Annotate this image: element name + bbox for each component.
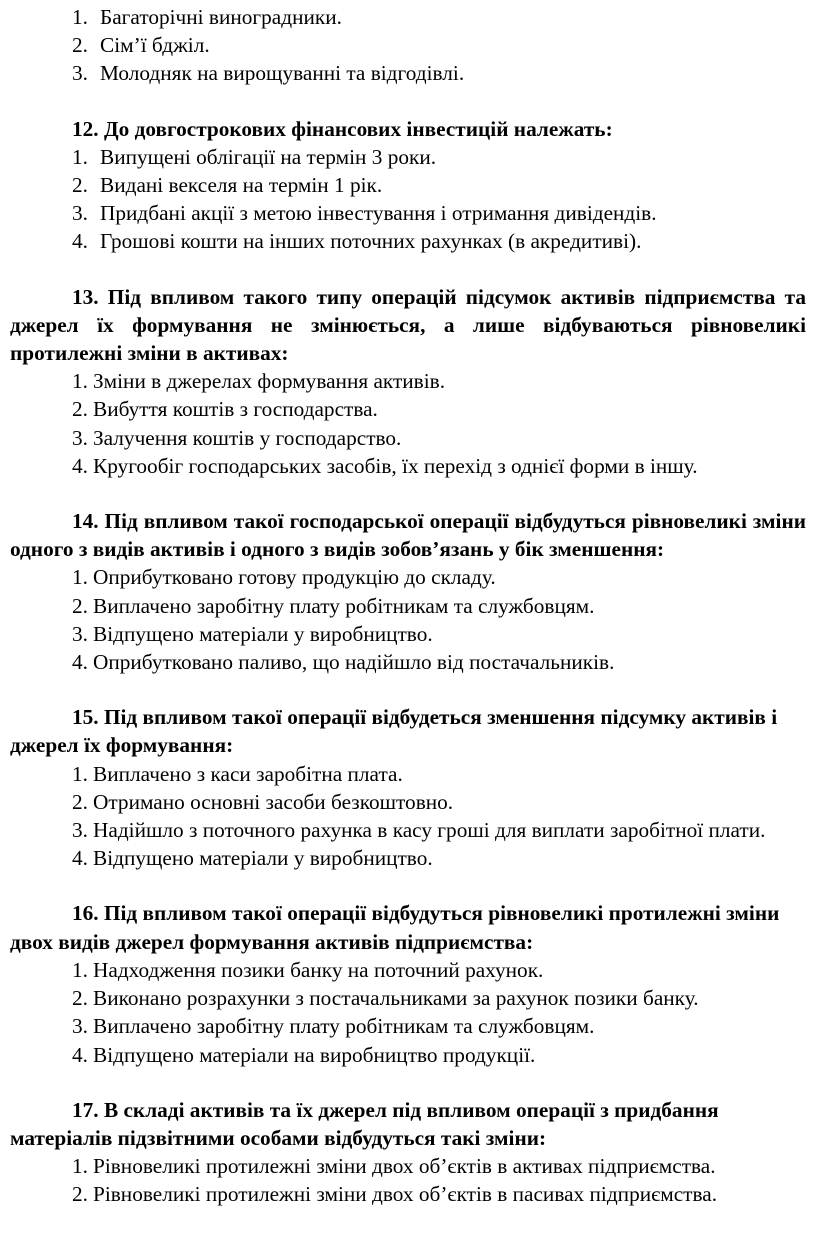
item-number: 3. xyxy=(72,201,88,226)
answer-line xyxy=(10,367,806,395)
answer-text: Надійшло з поточного рахунка в касу гроші для виплати заробітної плати. xyxy=(92,818,766,843)
item-number: 4. xyxy=(72,229,88,254)
question-13-title: 13. Під впливом такого типу операцій підсумок активів підприємства та джерел їх формування не змінюється, а лише відбуваються рівновеликі протилежні зміни в активах: xyxy=(10,284,806,366)
question-15-title: 15. Під впливом такої операції відбудеться зменшення підсумку активів і джерел їх формування: xyxy=(10,705,778,758)
item-text: Молодняк на вирощуванні та відгодівлі. xyxy=(100,61,465,86)
list-item xyxy=(10,227,806,255)
answer-number: 1. xyxy=(72,761,88,786)
list-item xyxy=(10,3,806,31)
item-text: Сім’ї бджіл. xyxy=(100,33,210,58)
answer-number: 4. xyxy=(72,846,88,871)
item-text: Випущені облігації на термін 3 роки. xyxy=(100,144,437,169)
answer-line xyxy=(10,592,806,620)
answer-text: Відпущено матеріали у виробництво. xyxy=(92,846,433,871)
answer-text: Отримано основні засоби безкоштовно. xyxy=(92,789,454,814)
answer-number: 1. xyxy=(72,369,88,394)
answer-text: Відпущено матеріали на виробництво продукції. xyxy=(92,1042,536,1067)
answer-number: 4. xyxy=(72,453,88,478)
answer-line xyxy=(10,563,806,591)
answer-text: Виплачено з каси заробітна плата. xyxy=(92,761,403,786)
answer-text: Виконано розрахунки з постачальниками за рахунок позики банку. xyxy=(92,986,699,1011)
question-17-title: 17. В складі активів та їх джерел під впливом операції з придбання матеріалів підзвітними особами відбудуться такі зміни: xyxy=(10,1097,719,1150)
answer-line xyxy=(10,788,806,816)
answer-line xyxy=(10,1180,806,1208)
answer-text: Оприбутковано готову продукцію до складу. xyxy=(92,565,496,590)
answer-number: 2. xyxy=(72,986,88,1011)
answer-number: 4. xyxy=(72,650,88,675)
answer-line xyxy=(10,844,806,872)
answer-text: Кругообіг господарських засобів, їх перехід з однієї форми в іншу. xyxy=(92,453,698,478)
answer-line xyxy=(10,1152,806,1180)
answer-number: 1. xyxy=(72,565,88,590)
answer-number: 2. xyxy=(72,789,88,814)
item-number: 1. xyxy=(72,144,88,169)
answer-line xyxy=(10,620,806,648)
answer-text: Надходження позики банку на поточний рахунок. xyxy=(92,957,544,982)
answer-number: 3. xyxy=(72,425,88,450)
answer-line xyxy=(10,816,806,844)
list-item xyxy=(10,171,806,199)
answer-line xyxy=(10,1041,806,1069)
answer-line xyxy=(10,760,806,788)
answer-list-q11 xyxy=(10,3,806,88)
answer-line xyxy=(10,984,806,1012)
question-12-title: 12. До довгострокових фінансових інвестицій належать: xyxy=(72,116,613,141)
item-number: 1. xyxy=(72,5,88,29)
answer-text: Відпущено матеріали у виробництво. xyxy=(92,621,433,646)
answer-number: 2. xyxy=(72,397,88,422)
item-text: Грошові кошти на інших поточних рахунках (в акредитиві). xyxy=(100,229,642,254)
item-number: 3. xyxy=(72,61,88,86)
answer-number: 1. xyxy=(72,957,88,982)
answer-line xyxy=(10,424,806,452)
item-number: 2. xyxy=(72,173,88,198)
item-text: Багаторічні виноградники. xyxy=(100,5,342,29)
answer-text: Виплачено заробітну плату робітникам та службовцям. xyxy=(92,593,595,618)
answer-text: Рівновеликі протилежні зміни двох об’єктів в активах підприємства. xyxy=(92,1154,716,1179)
answer-number: 3. xyxy=(72,1014,88,1039)
answer-line xyxy=(10,648,806,676)
list-item xyxy=(10,143,806,171)
answer-text: Оприбутковано паливо, що надійшло від постачальників. xyxy=(92,650,615,675)
answer-text: Виплачено заробітну плату робітникам та службовцям. xyxy=(92,1014,595,1039)
item-number: 2. xyxy=(72,33,88,58)
answer-number: 3. xyxy=(72,818,88,843)
answer-line xyxy=(10,1012,806,1040)
answer-line xyxy=(10,395,806,423)
answer-text: Залучення коштів у господарство. xyxy=(92,425,402,450)
answer-text: Вибуття коштів з господарства. xyxy=(92,397,378,422)
list-item xyxy=(10,199,806,227)
list-item xyxy=(10,31,806,59)
answer-number: 2. xyxy=(72,593,88,618)
answer-list-q12 xyxy=(10,143,806,256)
item-text: Видані векселя на термін 1 рік. xyxy=(100,173,383,198)
answer-number: 2. xyxy=(72,1182,88,1207)
answer-number: 4. xyxy=(72,1042,88,1067)
answer-text: Зміни в джерелах формування активів. xyxy=(92,369,446,394)
answer-line xyxy=(10,956,806,984)
answer-number: 1. xyxy=(72,1154,88,1179)
question-14-title: 14. Під впливом такої господарської операції відбудуться рівновеликі зміни одного з видів активів і одного з видів зобов’язань у бік зменшення: xyxy=(10,509,806,562)
question-16-title: 16. Під впливом такої операції відбудуться рівновеликі протилежні зміни двох видів джерел формування активів підприємства: xyxy=(10,901,780,954)
list-item xyxy=(10,59,806,87)
answer-text: Рівновеликі протилежні зміни двох об’єктів в пасивах підприємства. xyxy=(92,1182,718,1207)
answer-line xyxy=(10,452,806,480)
answer-number: 3. xyxy=(72,621,88,646)
item-text: Придбані акції з метою інвестування і отримання дивідендів. xyxy=(100,201,657,226)
